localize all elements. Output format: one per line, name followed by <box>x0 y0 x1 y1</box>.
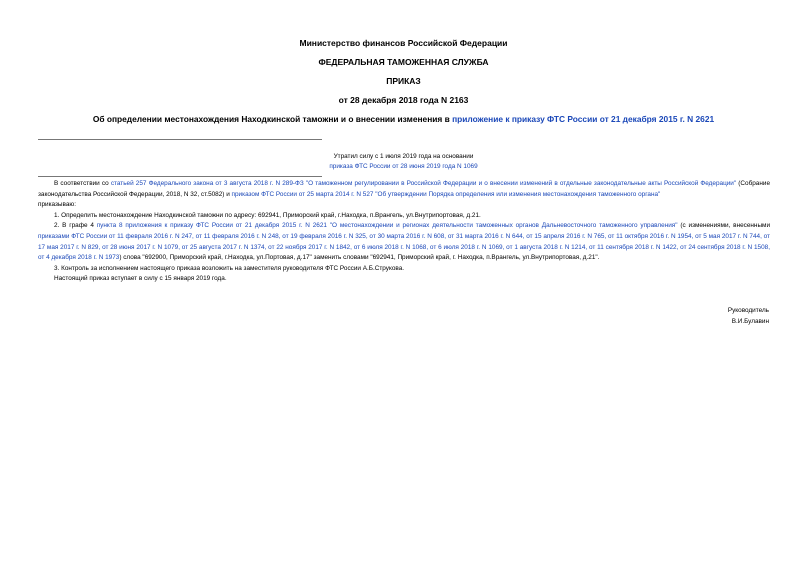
title-link[interactable]: приложение к приказу ФТС России от 21 декабря 2015 г. N 2621 <box>452 114 715 124</box>
item2-text-4: ) слова "692900, Приморский край, г.Находка, ул.Портовая, д.17" заменить словами "692941, Приморский край, г. Находка, п.Врангель, ул.Внутрипортовая, д.21". <box>119 254 600 262</box>
item-4: Настоящий приказ вступает в силу с 15 января 2019 года. <box>54 275 227 283</box>
item-1: 1. Определить местонахождение Находкинской таможни по адресу: 692941, Приморский край, г.Находка, п.Врангель, ул.Внутрипортовая, д.21. <box>54 211 481 219</box>
preamble-text-2: (Собрание законодательства Российской Федерации, 2018, N 32, ст.5082) и <box>38 180 771 198</box>
item2-text-1: 2. В графе 4 <box>54 222 97 230</box>
item2-link-point[interactable]: пункта 8 <box>96 222 123 230</box>
divider-top <box>38 139 322 140</box>
date-number-heading: от 28 декабря 2018 года N 2163 <box>338 95 469 105</box>
item2-link-amendments[interactable]: приказами ФТС России от 11 февраля 2016 г. N 247, от 11 февраля 2016 г. N 248, от 19 февраля 2016 г. N 325, от 30 марта 2016 г. N 608, от 31 марта 2016 г. N 644, от 15 апреля 2016 г. N 765, от 11 октября 2016 г. N 1954, от 5 мая 2017 г. N 744, от 17 мая 2017 г. N 829, от 28 июня 2017 г. N 1079, от 25 августа 2017 г. N 1374, от 22 ноября 2017 г. N 1842, от 6 июля 2018 г. N 1068, от 6 июля 2018 г. N 1069, от 1 августа 2018 г. N 1214, от 11 сентября 2018 г. N 1422, от 24 сентября 2018 г. N 1508, от 4 декабря 2018 г. N 1973 <box>38 232 770 262</box>
ministry-heading: Министерство финансов Российской Федерации <box>299 38 508 48</box>
signature-name: В.И.Булавин <box>731 318 769 325</box>
status-note-line1: Утратил силу с 1 июля 2019 года на основании <box>333 153 474 160</box>
item2-link-appendix[interactable]: приложения к приказу ФТС России от 21 декабря 2015 г. N 2621 "О местонахождении и регионах деятельности таможенных органов Дальневосточного таможенного управления" <box>125 222 678 230</box>
status-note-link[interactable]: приказа ФТС России от 28 июня 2019 года N 1069 <box>329 163 478 170</box>
document-title <box>40 114 767 124</box>
item2-text-3: (с изменениями, внесенными <box>677 222 771 230</box>
preamble-link-order[interactable]: приказом ФТС России от 25 марта 2014 г. N 527 "Об утверждении Порядка определения или изменения местонахождения таможенного органа" <box>231 190 661 198</box>
preamble-link-law[interactable]: статьей 257 Федерального закона от 3 августа 2018 г. N 289-ФЗ "О таможенном регулировании в Российской Федерации и о внесении изменений в отдельные законодательные акты Российской Федерации" <box>110 180 737 187</box>
status-note-line2 <box>0 163 807 170</box>
title-text: Об определении местонахождения Находкинской таможни и о внесении изменения в <box>92 114 453 124</box>
preamble-paragraph <box>38 179 770 200</box>
item-2 <box>38 221 770 263</box>
orders-line: приказываю: <box>38 201 76 209</box>
signature-position: Руководитель <box>727 307 769 314</box>
service-heading: ФЕДЕРАЛЬНАЯ ТАМОЖЕННАЯ СЛУЖБА <box>318 57 489 67</box>
preamble-text-1: В соответствии со <box>54 180 111 187</box>
item-3: 3. Контроль за исполнением настоящего приказа возложить на заместителя руководителя ФТС России А.Б.Струкова. <box>54 264 405 272</box>
divider-bottom <box>38 176 322 177</box>
doc-type-heading: ПРИКАЗ <box>386 76 421 86</box>
document-body <box>38 179 770 285</box>
